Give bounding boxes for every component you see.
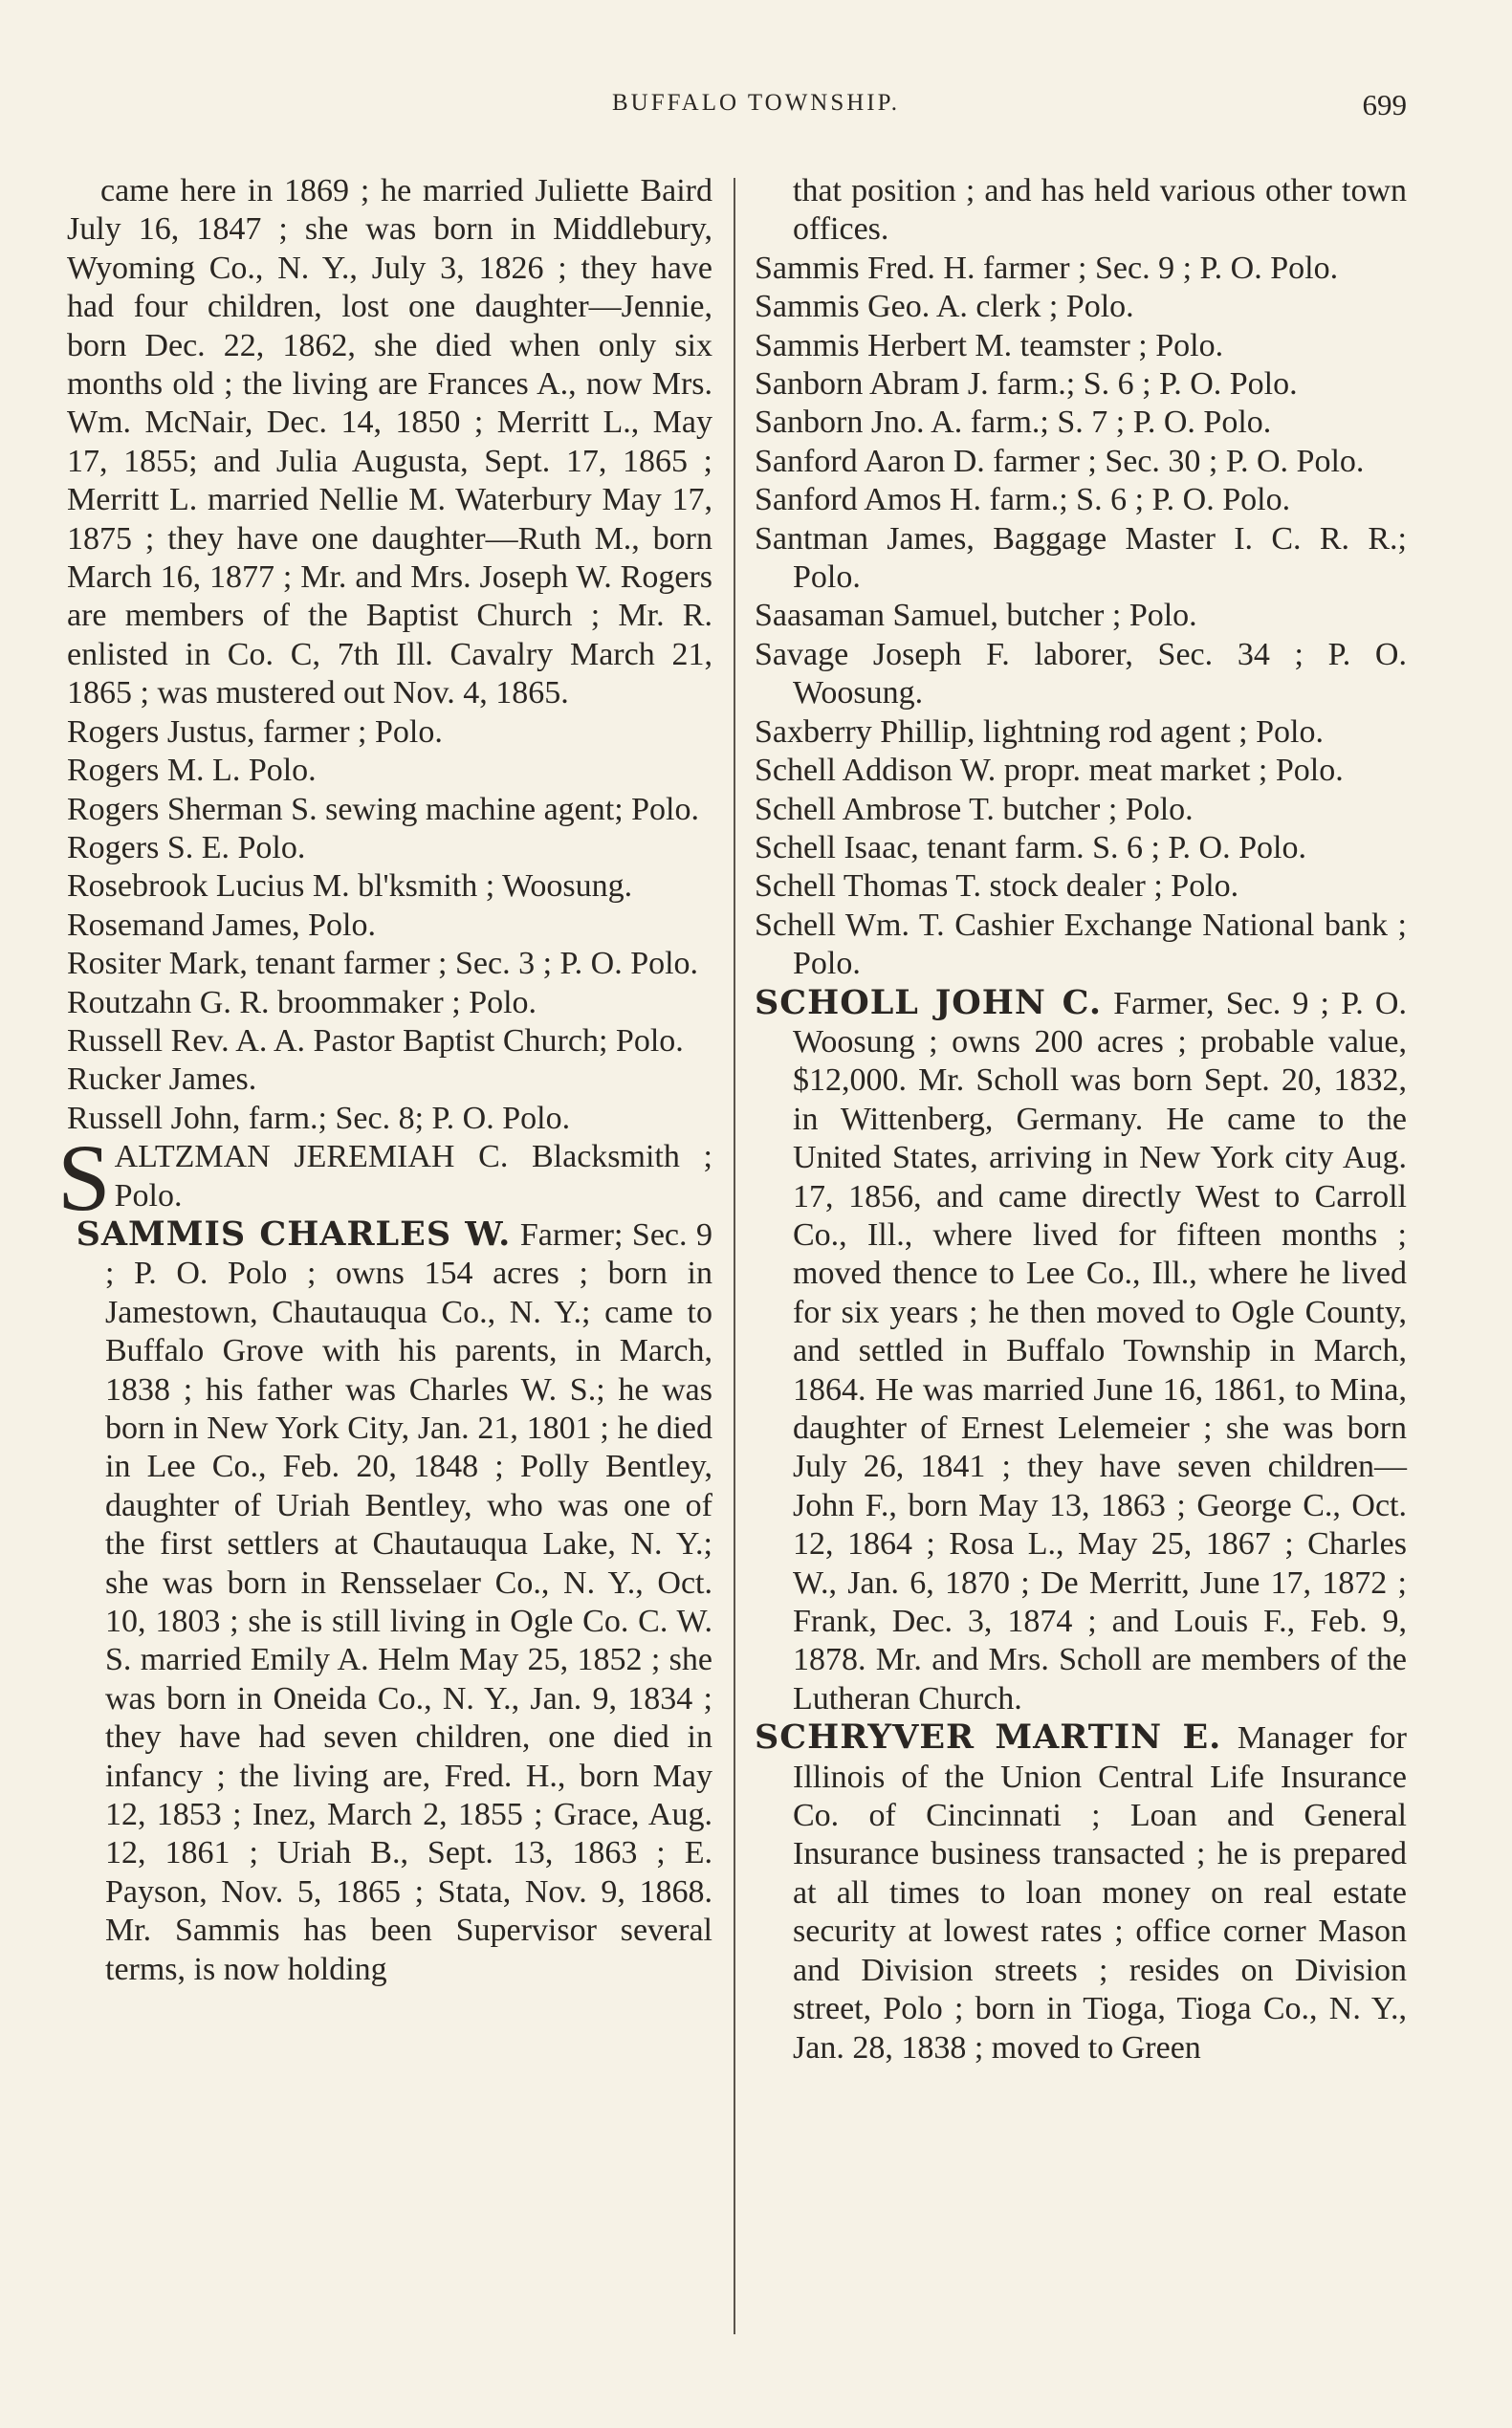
directory-entry: Schell Thomas T. stock dealer ; Polo. bbox=[755, 868, 1239, 905]
biography-scholl bbox=[755, 984, 1407, 1719]
left-column bbox=[57, 172, 713, 1989]
directory-entry: Sanborn Jno. A. farm.; S. 7 ; P. O. Polo. bbox=[755, 405, 1272, 441]
biography-name: SCHOLL JOHN C. bbox=[755, 982, 1103, 1022]
directory-entry: Schell Isaac, tenant farm. S. 6 ; P. O. Polo. bbox=[755, 829, 1306, 865]
directory-entry: Saxberry Phillip, lightning rod agent ; Polo. bbox=[755, 713, 1324, 750]
continued-biography-rogers: came here in 1869 ; he married Juliette Baird July 16, 1847 ; she was born in Middlebury, Wyoming Co., N. Y., July 3, 1826 ; they have had four children, lost one daughter—Jennie, born Dec. 22, 1862, she died when only six months old ; the living are Frances A., now Mrs. Wm. McNair, Dec. 14, 1850 ; Merritt L., May 17, 1855; and Julia Augusta, Sept. 17, 1865 ; Merritt L. married Nellie M. Waterbury May 17, 1875 ; they have one daughter—Ruth M., born March 16, 1877 ; Mr. and Mrs. Joseph W. Rogers are members of the Baptist Church ; Mr. R. enlisted in Co. C, 7th Ill. Cavalry March 21, 1865 ; was mustered out Nov. 4, 1865. bbox=[67, 173, 712, 711]
biography-schryver bbox=[755, 1718, 1407, 2067]
directory-entry: Savage Joseph F. laborer, Sec. 34 ; P. O. Woosung. bbox=[755, 636, 1407, 711]
directory-entry: Schell Addison W. propr. meat market ; Polo. bbox=[755, 753, 1344, 789]
directory-entry: Schell Wm. T. Cashier Exchange National bank ; Polo. bbox=[755, 907, 1407, 982]
continued-biography-sammis: that position ; and has held various other town offices. bbox=[793, 173, 1407, 248]
directory-entry: Sanborn Abram J. farm.; S. 6 ; P. O. Polo. bbox=[755, 366, 1298, 403]
right-column bbox=[755, 172, 1407, 2067]
directory-entry: Rositer Mark, tenant farmer ; Sec. 3 ; P. O. Polo. bbox=[67, 946, 699, 982]
directory-entry: Rucker James. bbox=[67, 1061, 257, 1098]
directory-entry: Rogers Sherman S. sewing machine agent; Polo. bbox=[67, 791, 700, 827]
saltzman-text: ALTZMAN JEREMIAH C. Blacksmith ; Polo. bbox=[114, 1139, 712, 1214]
directory-entry: Rogers M. L. Polo. bbox=[67, 753, 317, 789]
biography-name: SAMMIS CHARLES W. bbox=[76, 1214, 512, 1254]
directory-entry: Santman James, Baggage Master I. C. R. R.; Polo. bbox=[755, 520, 1407, 596]
biography-name: SCHRYVER MARTIN E. bbox=[755, 1717, 1222, 1758]
drop-cap: S bbox=[57, 1125, 111, 1232]
saltzman-entry bbox=[57, 1125, 712, 1232]
page-header bbox=[0, 88, 1512, 126]
directory-entry: Sanford Aaron D. farmer ; Sec. 30 ; P. O. Polo. bbox=[755, 443, 1365, 479]
directory-entry: Sammis Herbert M. teamster ; Polo. bbox=[755, 327, 1224, 363]
directory-entry: Russell Rev. A. A. Pastor Baptist Church; Polo. bbox=[67, 1022, 684, 1059]
biography-text: Manager for Illinois of the Union Central Life Insurance Co. of Cincinnati ; Loan and General Insurance business transacted ; he is prepared at all times to loan money on real estate security at lowest rates ; office corner Mason and Division streets ; resides on Division street, Polo ; born in Tioga, Tioga Co., N. Y., Jan. 28, 1838 ; moved to Green bbox=[793, 1720, 1407, 2066]
directory-entry: Sammis Geo. A. clerk ; Polo. bbox=[755, 289, 1134, 325]
biography-text: Farmer; Sec. 9 ; P. O. Polo ; owns 154 acres ; born in Jamestown, Chautauqua Co., N. Y.; came to Buffalo Grove with his parents, in March, 1838 ; his father was Charles W. S.; he was born in New York City, Jan. 21, 1801 ; he died in Lee Co., Feb. 20, 1848 ; Polly Bentley, daughter of Uriah Bentley, who was one of the first settlers at Chautauqua Lake, N. Y.; she was born in Rensselaer Co., N. Y., Oct. 10, 1803 ; she is still living in Ogle Co. C. W. S. married Emily A. Helm May 25, 1852 ; she was born in Oneida Co., N. Y., Jan. 9, 1834 ; they have had seven children, one died in infancy ; the living are, Fred. H., born May 12, 1853 ; Inez, March 2, 1855 ; Grace, Aug. 12, 1861 ; Uriah B., Sept. 13, 1863 ; E. Payson, Nov. 5, 1865 ; Stata, Nov. 9, 1868. Mr. Sammis has been Supervisor several terms, is now holding bbox=[105, 1216, 713, 1987]
directory-entry: Rogers Justus, farmer ; Polo. bbox=[67, 713, 443, 750]
directory-entry: Rosemand James, Polo. bbox=[67, 907, 376, 943]
running-head: BUFFALO TOWNSHIP. bbox=[611, 90, 901, 116]
directory-entry: Russell John, farm.; Sec. 8; P. O. Polo. bbox=[67, 1100, 571, 1136]
page-number: 699 bbox=[1362, 88, 1407, 121]
directory-entry: Routzahn G. R. broommaker ; Polo. bbox=[67, 984, 537, 1020]
directory-entry: Rosebrook Lucius M. bl'ksmith ; Woosung. bbox=[67, 868, 633, 905]
column-divider bbox=[734, 178, 735, 2334]
directory-entry: Schell Ambrose T. butcher ; Polo. bbox=[755, 791, 1194, 827]
directory-entry: Sanford Amos H. farm.; S. 6 ; P. O. Polo. bbox=[755, 482, 1291, 518]
directory-entry: Rogers S. E. Polo. bbox=[67, 829, 306, 865]
directory-entry: Sammis Fred. H. farmer ; Sec. 9 ; P. O. Polo. bbox=[755, 250, 1339, 286]
directory-entry: Saasaman Samuel, butcher ; Polo. bbox=[755, 598, 1197, 634]
biography-sammis bbox=[67, 1215, 712, 1989]
biography-text: Farmer, Sec. 9 ; P. O. Woosung ; owns 200 acres ; probable value, $12,000. Mr. Scholl was born Sept. 20, 1832, in Wittenberg, Germany. He came to the United States, arriving in New York city Aug. 17, 1856, and came directly West to Carroll Co., Ill., where lived for fifteen months ; moved thence to Lee Co., Ill., where he lived for six years ; he then moved to Ogle County, and settled in Buffalo Township in March, 1864. He was married June 16, 1861, to Mina, daughter of Ernest Lelemeier ; she was born July 26, 1841 ; they have seven children—John F., born May 13, 1863 ; George C., Oct. 12, 1864 ; Rosa L., May 25, 1867 ; Charles W., Jan. 6, 1870 ; De Merritt, June 17, 1872 ; Frank, Dec. 3, 1874 ; and Louis F., Feb. 9, 1878. Mr. and Mrs. Scholl are members of the Lutheran Church. bbox=[793, 985, 1407, 1717]
